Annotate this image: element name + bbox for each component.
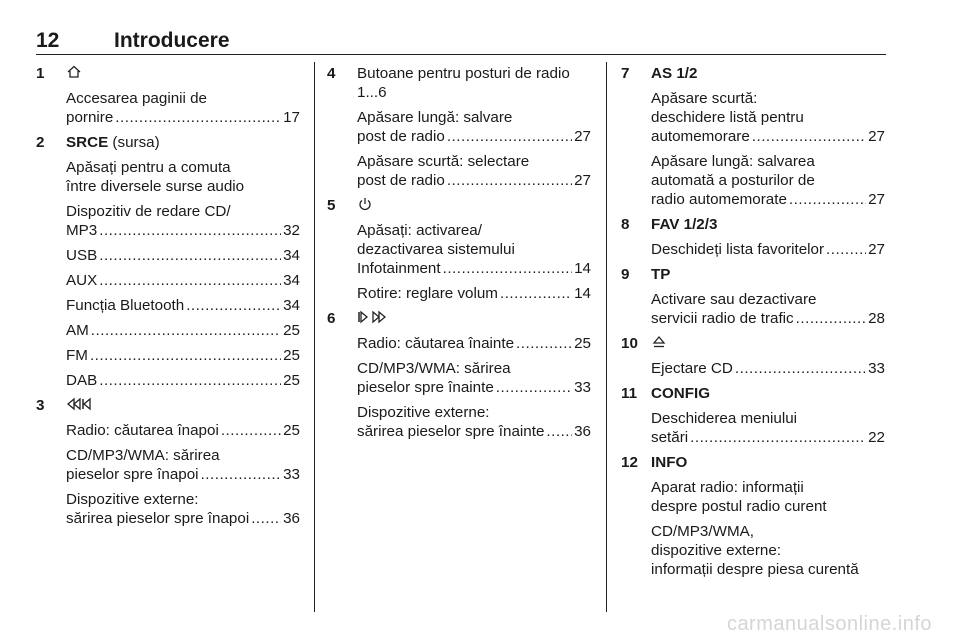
item-heading <box>651 215 885 234</box>
description-line: Aparat radio: informații <box>651 479 804 496</box>
page-reference-line <box>357 171 591 190</box>
description-paragraph <box>357 221 591 278</box>
page-reference-line <box>651 190 885 209</box>
reference-text: servicii radio de trafic <box>651 310 794 327</box>
page-reference-line <box>66 346 300 365</box>
reference-text: Infotainment <box>357 260 441 277</box>
item-heading <box>357 196 591 215</box>
reference-text: sărirea pieselor spre înainte <box>357 423 545 440</box>
item-entry <box>621 334 885 378</box>
description-paragraph <box>357 403 591 441</box>
description-line: dispozitive externe: <box>651 542 782 559</box>
description-paragraph <box>66 89 300 127</box>
description-line: Apăsare lungă: salvare <box>357 109 513 126</box>
dot-leader <box>201 465 282 484</box>
dot-leader <box>91 321 281 340</box>
item-heading <box>651 453 885 472</box>
page-reference-number: 22 <box>868 429 885 446</box>
description-line: Dispozitive externe: <box>66 491 199 508</box>
column-divider <box>606 62 607 612</box>
power-icon <box>357 196 373 212</box>
description-paragraph <box>357 284 591 303</box>
page-reference-line <box>357 334 591 353</box>
description-paragraph <box>357 334 591 353</box>
description-line: Apăsați pentru a comuta <box>66 159 231 176</box>
item-heading <box>357 309 591 328</box>
dot-leader <box>221 421 281 440</box>
dot-leader <box>99 371 281 390</box>
dot-leader <box>516 334 572 353</box>
page-reference-number: 28 <box>868 310 885 327</box>
item-entry <box>36 133 300 390</box>
description-paragraph <box>651 240 885 259</box>
dot-leader <box>99 246 281 265</box>
description-line: dezactivarea sistemului <box>357 241 515 258</box>
description-line: Activare sau dezactivare <box>651 291 817 308</box>
eject-icon <box>651 334 667 350</box>
page-reference-line <box>66 421 300 440</box>
reference-text: sărirea pieselor spre înapoi <box>66 510 250 527</box>
page-reference-number: 36 <box>283 510 300 527</box>
page-reference-line <box>357 259 591 278</box>
item-entry <box>621 64 885 209</box>
description-paragraph <box>66 296 300 315</box>
control-label: FAV 1/2/3 <box>651 216 718 233</box>
page-reference-number: 25 <box>283 372 300 389</box>
description-paragraph <box>651 409 885 447</box>
page-reference-number: 34 <box>283 297 300 314</box>
description-line: informații despre piesa curentă <box>651 561 859 578</box>
reference-text: post de radio <box>357 172 445 189</box>
reference-text: pieselor spre înapoi <box>66 466 199 483</box>
reference-text: setări <box>651 429 689 446</box>
page-reference-line <box>66 108 300 127</box>
control-label: AS 1/2 <box>651 65 698 82</box>
page-header <box>36 30 886 55</box>
description-paragraph <box>66 421 300 440</box>
page-reference-number: 14 <box>574 285 591 302</box>
page-reference-line <box>66 371 300 390</box>
page-reference-number: 27 <box>868 128 885 145</box>
page-reference-line <box>66 271 300 290</box>
item-heading <box>651 265 885 284</box>
reference-text: Rotire: reglare volum <box>357 285 498 302</box>
description-paragraph <box>66 446 300 484</box>
page-reference-line <box>357 284 591 303</box>
item-entry <box>621 215 885 259</box>
page-reference-number: 14 <box>574 260 591 277</box>
dot-leader <box>546 422 572 441</box>
page-reference-number: 25 <box>574 335 591 352</box>
control-label: SRCE <box>66 134 109 151</box>
item-heading <box>651 384 885 403</box>
page-reference-number: 27 <box>868 191 885 208</box>
description-paragraph <box>651 290 885 328</box>
item-number: 11 <box>621 385 638 402</box>
reference-text: Radio: căutarea înapoi <box>66 422 219 439</box>
page-reference-number: 33 <box>283 466 300 483</box>
column-2 <box>327 64 591 447</box>
reference-text: AUX <box>66 272 98 289</box>
item-number: 10 <box>621 335 638 352</box>
item-number: 5 <box>327 197 336 214</box>
column-3 <box>621 64 885 585</box>
page-reference-number: 27 <box>574 128 591 145</box>
item-entry <box>621 384 885 447</box>
item-entry <box>327 64 591 190</box>
item-heading <box>651 64 885 83</box>
description-paragraph <box>651 522 885 579</box>
home-icon <box>66 64 82 80</box>
item-number: 8 <box>621 216 630 233</box>
page-reference-line <box>651 309 885 328</box>
page-reference-number: 27 <box>574 172 591 189</box>
description-paragraph <box>357 152 591 190</box>
reference-text: automemorare <box>651 128 750 145</box>
page-reference-number: 33 <box>868 360 885 377</box>
item-heading-text: Butoane pentru posturi de radio 1...6 <box>357 65 570 101</box>
dot-leader <box>447 127 572 146</box>
page-reference-line <box>357 422 591 441</box>
dot-leader <box>796 309 866 328</box>
page-reference-line <box>357 378 591 397</box>
description-paragraph <box>651 478 885 516</box>
page-reference-number: 25 <box>283 322 300 339</box>
item-number: 12 <box>621 454 638 471</box>
reference-text: Funcția Bluetooth <box>66 297 185 314</box>
reference-text: FM <box>66 347 88 364</box>
control-label-suffix: (sursa) <box>108 134 160 151</box>
item-number: 4 <box>327 65 336 82</box>
page-reference-line <box>651 127 885 146</box>
reference-text: radio automemorate <box>651 191 787 208</box>
dot-leader <box>443 259 573 278</box>
control-label: INFO <box>651 454 688 471</box>
item-heading <box>66 64 300 83</box>
seek-back-icon <box>66 396 96 412</box>
page-reference-line <box>66 221 300 240</box>
watermark: carmanualsonline.info <box>726 613 932 635</box>
reference-text: pieselor spre înainte <box>357 379 494 396</box>
reference-text: pornire <box>66 109 114 126</box>
page-reference-line <box>66 465 300 484</box>
reference-text: USB <box>66 247 98 264</box>
column-1 <box>36 64 300 534</box>
item-number: 3 <box>36 397 45 414</box>
page-reference-line <box>66 296 300 315</box>
item-heading <box>651 334 885 353</box>
control-label: TP <box>651 266 671 283</box>
reference-text: DAB <box>66 372 98 389</box>
reference-text: MP3 <box>66 222 98 239</box>
page-reference-number: 34 <box>283 272 300 289</box>
page-reference-line <box>651 359 885 378</box>
page-reference-number: 25 <box>283 422 300 439</box>
page-reference-line <box>651 240 885 259</box>
dot-leader <box>752 127 866 146</box>
description-line: despre postul radio curent <box>651 498 827 515</box>
page-reference-number: 17 <box>283 109 300 126</box>
item-number: 6 <box>327 310 336 327</box>
description-paragraph <box>66 202 300 240</box>
description-paragraph <box>357 359 591 397</box>
item-heading <box>357 64 591 102</box>
description-line: deschidere listă pentru <box>651 109 804 126</box>
seek-forward-icon <box>357 309 387 325</box>
dot-leader <box>115 108 281 127</box>
dot-leader <box>826 240 866 259</box>
item-number: 9 <box>621 266 630 283</box>
description-line: Apăsare scurtă: selectare <box>357 153 530 170</box>
description-paragraph <box>66 158 300 196</box>
page-reference-number: 27 <box>868 241 885 258</box>
description-paragraph <box>651 89 885 146</box>
description-paragraph <box>66 271 300 290</box>
page-reference-number: 34 <box>283 247 300 264</box>
description-line: CD/MP3/WMA, <box>651 523 754 540</box>
page-reference-line <box>66 509 300 528</box>
dot-leader <box>500 284 572 303</box>
page-reference-number: 25 <box>283 347 300 364</box>
description-paragraph <box>66 490 300 528</box>
description-line: Accesarea paginii de <box>66 90 207 107</box>
description-line: între diversele surse audio <box>66 178 245 195</box>
description-line: automată a posturilor de <box>651 172 815 189</box>
page-title: Introducere <box>114 29 230 52</box>
dot-leader <box>789 190 866 209</box>
column-divider <box>314 62 315 612</box>
description-line: Deschiderea meniului <box>651 410 798 427</box>
description-paragraph <box>66 246 300 265</box>
description-paragraph <box>357 108 591 146</box>
dot-leader <box>690 428 866 447</box>
item-number: 1 <box>36 65 45 82</box>
description-paragraph <box>66 346 300 365</box>
item-entry <box>327 196 591 303</box>
description-line: Dispozitiv de redare CD/ <box>66 203 231 220</box>
item-entry <box>327 309 591 441</box>
item-heading <box>66 396 300 415</box>
dot-leader <box>186 296 281 315</box>
description-paragraph <box>66 321 300 340</box>
dot-leader <box>90 346 281 365</box>
item-entry <box>36 64 300 127</box>
page-reference-number: 32 <box>283 222 300 239</box>
item-heading <box>66 133 300 152</box>
item-number: 2 <box>36 134 45 151</box>
item-number: 7 <box>621 65 630 82</box>
page-reference-line <box>357 127 591 146</box>
dot-leader <box>496 378 572 397</box>
control-label: CONFIG <box>651 385 711 402</box>
description-line: CD/MP3/WMA: sărirea <box>66 447 220 464</box>
description-paragraph <box>651 152 885 209</box>
description-line: Apăsare scurtă: <box>651 90 758 107</box>
page-reference-number: 33 <box>574 379 591 396</box>
dot-leader <box>99 271 281 290</box>
reference-text: Radio: căutarea înainte <box>357 335 515 352</box>
page-reference-line <box>66 246 300 265</box>
page-reference-line <box>66 321 300 340</box>
description-line: Apăsare lungă: salvarea <box>651 153 815 170</box>
page-number: 12 <box>36 29 60 52</box>
description-line: Apăsați: activarea/ <box>357 222 482 239</box>
description-paragraph <box>66 371 300 390</box>
description-line: CD/MP3/WMA: sărirea <box>357 360 511 377</box>
page-reference-number: 36 <box>574 423 591 440</box>
description-paragraph <box>651 359 885 378</box>
dot-leader <box>251 509 281 528</box>
description-line: Dispozitive externe: <box>357 404 490 421</box>
item-entry <box>621 265 885 328</box>
reference-text: Deschideți lista favoritelor <box>651 241 825 258</box>
dot-leader <box>447 171 572 190</box>
reference-text: post de radio <box>357 128 445 145</box>
dot-leader <box>99 221 281 240</box>
dot-leader <box>735 359 866 378</box>
reference-text: AM <box>66 322 89 339</box>
page-reference-line <box>651 428 885 447</box>
reference-text: Ejectare CD <box>651 360 733 377</box>
item-entry <box>36 396 300 528</box>
item-entry <box>621 453 885 579</box>
